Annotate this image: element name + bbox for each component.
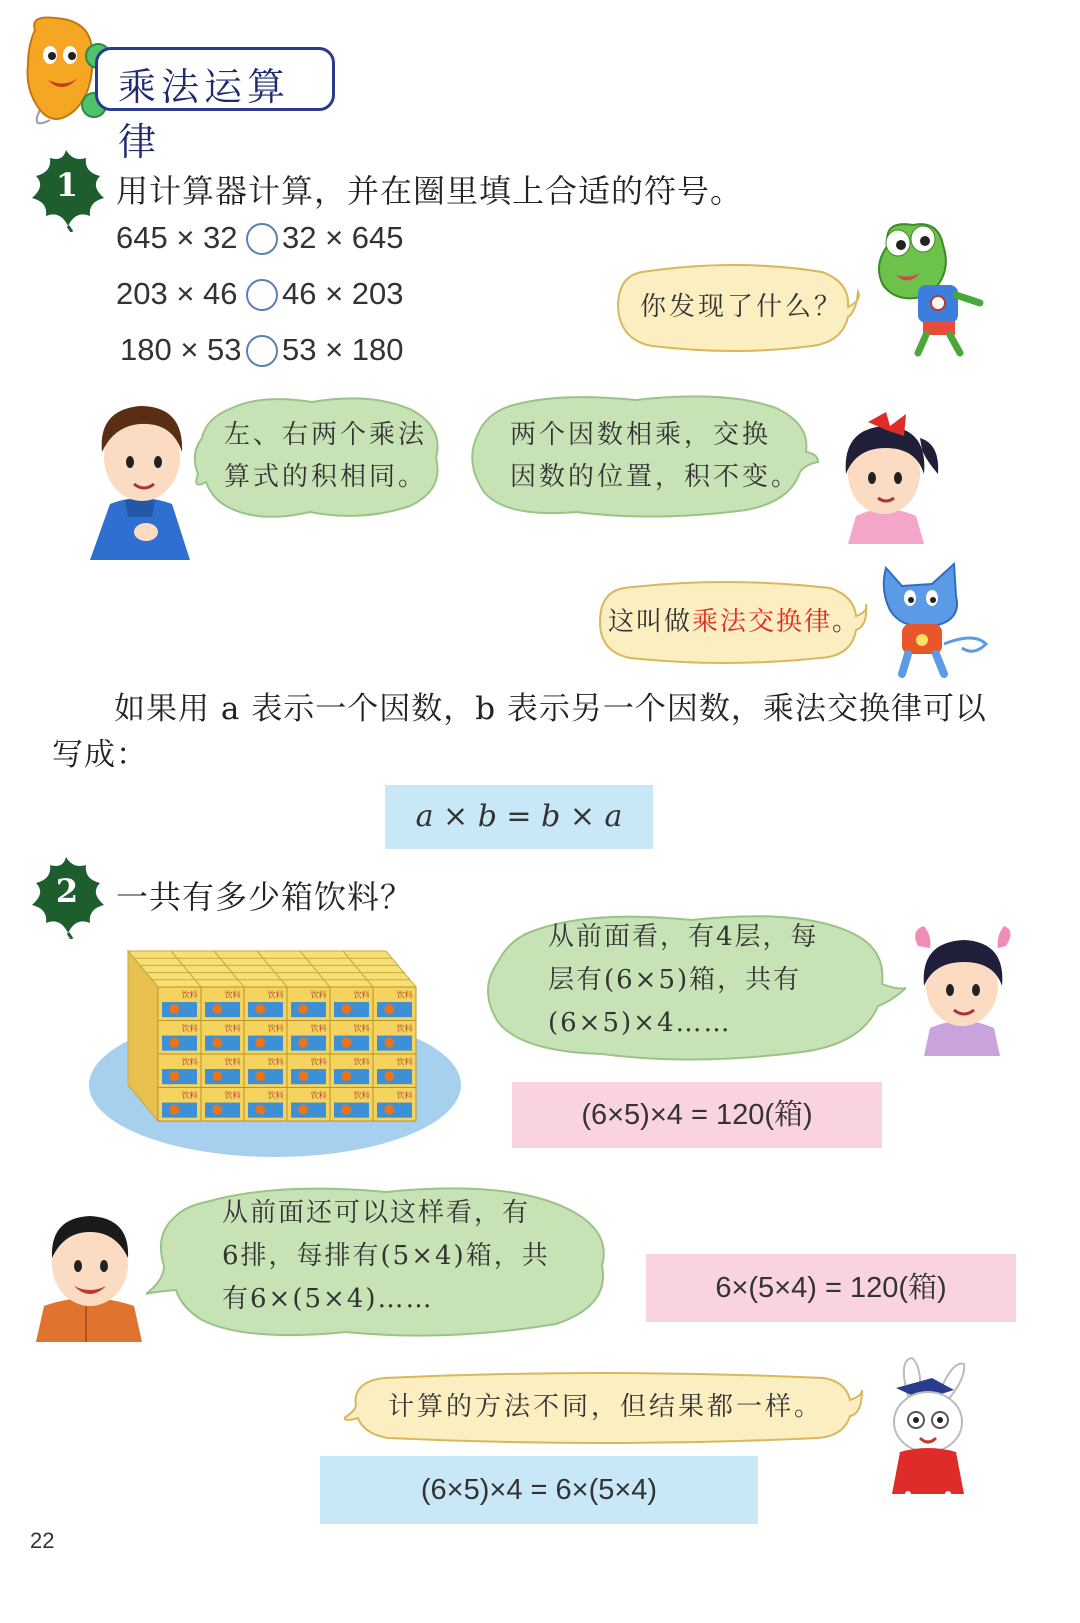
question-number: 1	[55, 166, 79, 204]
drink-box-fruit-icon	[384, 1071, 394, 1081]
drink-box-art	[334, 1002, 369, 1017]
drink-box-label: 饮料	[353, 1057, 370, 1067]
drink-box-label: 饮料	[310, 1057, 327, 1067]
drink-box-fruit-icon	[212, 1105, 222, 1115]
drink-box-art	[377, 1002, 412, 1017]
page-number: 22	[30, 1528, 55, 1553]
girl-mascot-icon	[908, 912, 1020, 1058]
equation-left: 203 × 46	[116, 276, 238, 311]
commutative-law-paragraph: 如果用 a 表示一个因数，b 表示另一个因数，乘法交换律可以写成：	[52, 691, 987, 773]
drink-box-fruit-icon	[384, 1038, 394, 1048]
drink-box-art	[291, 1069, 326, 1084]
drink-box-label: 饮料	[310, 1024, 327, 1034]
rabbit-bubble-text: 计算的方法不同，但结果都一样。	[388, 1392, 824, 1422]
question-prompt: 一共有多少箱饮料？	[116, 878, 414, 916]
equation-right: 53 × 180	[282, 332, 404, 367]
drink-box-art	[162, 1103, 197, 1118]
drink-box-fruit-icon	[255, 1004, 265, 1014]
drink-box-fruit-icon	[341, 1071, 351, 1081]
drink-box-label: 饮料	[353, 1024, 370, 1034]
boy-mascot-icon	[30, 1202, 148, 1342]
question-prompt: 用计算器计算，并在圈里填上合适的符号。	[116, 172, 744, 210]
drink-box-art	[162, 1069, 197, 1084]
drink-box-art	[291, 1103, 326, 1118]
answer-circle[interactable]	[246, 223, 278, 255]
drink-box-label: 饮料	[181, 1024, 198, 1034]
drink-box-label: 饮料	[267, 1024, 284, 1034]
drink-box-art	[205, 1036, 240, 1051]
drink-box-label: 饮料	[396, 1057, 413, 1067]
drink-box-fruit-icon	[169, 1004, 179, 1014]
drink-box-fruit-icon	[384, 1004, 394, 1014]
drink-box-label: 饮料	[310, 1091, 327, 1101]
drink-box-fruit-icon	[341, 1038, 351, 1048]
boy-bubble-text: 从前面还可以这样看，有 6排，每排有(5×4)箱，共 有6×(5×4)……	[222, 1198, 550, 1314]
rabbit-mascot-icon	[868, 1356, 988, 1506]
drink-box-art	[248, 1069, 283, 1084]
drink-box-label: 饮料	[267, 1091, 284, 1101]
drink-box-art	[205, 1103, 240, 1118]
drink-box-art	[377, 1036, 412, 1051]
drink-box-art	[205, 1002, 240, 1017]
drink-box-fruit-icon	[255, 1105, 265, 1115]
commutative-law-formula: a × b = b × a	[385, 785, 653, 849]
drink-box-label: 饮料	[353, 1091, 370, 1101]
girl-bubble-text: 两个因数相乘，交换 因数的位置，积不变。	[510, 420, 801, 492]
drink-box-art	[162, 1036, 197, 1051]
drink-box-art	[377, 1069, 412, 1084]
drink-box-label: 饮料	[396, 1091, 413, 1101]
term-highlight: 乘法交换律	[692, 607, 833, 637]
drink-box-art	[248, 1103, 283, 1118]
drink-box-label: 饮料	[181, 1091, 198, 1101]
drink-box-label: 饮料	[310, 990, 327, 1000]
equation-right: 46 × 203	[282, 276, 404, 311]
answer-circle[interactable]	[246, 279, 278, 311]
formula-front-layers: (6×5)×4 = 120(箱)	[512, 1082, 882, 1148]
drink-box-fruit-icon	[169, 1105, 179, 1115]
drink-box-fruit-icon	[212, 1038, 222, 1048]
drink-box-label: 饮料	[224, 1091, 241, 1101]
drink-box-label: 饮料	[181, 990, 198, 1000]
drink-box-fruit-icon	[341, 1105, 351, 1115]
drink-box-art	[334, 1036, 369, 1051]
drink-box-label: 饮料	[224, 1024, 241, 1034]
equation-left: 645 × 32	[116, 220, 238, 255]
drink-box-art	[377, 1103, 412, 1118]
drink-box-fruit-icon	[169, 1038, 179, 1048]
drink-box-label: 饮料	[224, 1057, 241, 1067]
drink-box-label: 饮料	[267, 990, 284, 1000]
girl-bubble-text: 从前面看，有4层，每 层有(6×5)箱，共有 (6×5)×4……	[548, 922, 819, 1038]
drink-box-art	[162, 1002, 197, 1017]
drink-box-fruit-icon	[298, 1038, 308, 1048]
drink-box-label: 饮料	[353, 990, 370, 1000]
drink-box-art	[205, 1069, 240, 1084]
drink-box-art	[248, 1002, 283, 1017]
drink-box-fruit-icon	[384, 1105, 394, 1115]
drink-box-art	[291, 1036, 326, 1051]
question-number: 2	[55, 872, 79, 910]
associative-law-formula: (6×5)×4 = 6×(5×4)	[320, 1456, 758, 1524]
drink-box-label: 饮料	[181, 1057, 198, 1067]
drink-box-label: 饮料	[396, 990, 413, 1000]
drink-box-fruit-icon	[255, 1038, 265, 1048]
boy-mascot-icon	[80, 392, 200, 562]
drink-box-fruit-icon	[341, 1004, 351, 1014]
answer-circle[interactable]	[246, 335, 278, 367]
drink-box-fruit-icon	[169, 1071, 179, 1081]
drink-box-fruit-icon	[298, 1071, 308, 1081]
girl-mascot-icon	[828, 398, 946, 546]
drink-box-art	[334, 1103, 369, 1118]
lesson-title: 乘法运算律	[118, 65, 291, 164]
boy-bubble-text: 左、右两个乘法 算式的积相同。	[224, 420, 428, 492]
equation-right: 32 × 645	[282, 220, 404, 255]
drink-box-art	[291, 1002, 326, 1017]
cat-mascot-icon	[874, 560, 992, 680]
frog-mascot-icon	[868, 215, 988, 360]
drink-box-fruit-icon	[255, 1071, 265, 1081]
equation-left: 180 × 53	[120, 332, 242, 367]
drink-box-fruit-icon	[298, 1004, 308, 1014]
formula-front-rows: 6×(5×4) = 120(箱)	[646, 1254, 1016, 1322]
drink-box-fruit-icon	[212, 1071, 222, 1081]
frog-bubble-text: 你发现了什么？	[640, 292, 844, 322]
drink-box-fruit-icon	[298, 1105, 308, 1115]
drink-box-label: 饮料	[224, 990, 241, 1000]
drink-box-fruit-icon	[212, 1004, 222, 1014]
drink-box-label: 饮料	[396, 1024, 413, 1034]
drink-box-art	[248, 1036, 283, 1051]
drink-box-stack-illustration	[80, 935, 480, 1165]
lesson-title-box	[95, 47, 335, 164]
cat-bubble-text: 这叫做乘法交换律。	[608, 607, 861, 637]
drink-box-label: 饮料	[267, 1057, 284, 1067]
drink-box-art	[334, 1069, 369, 1084]
